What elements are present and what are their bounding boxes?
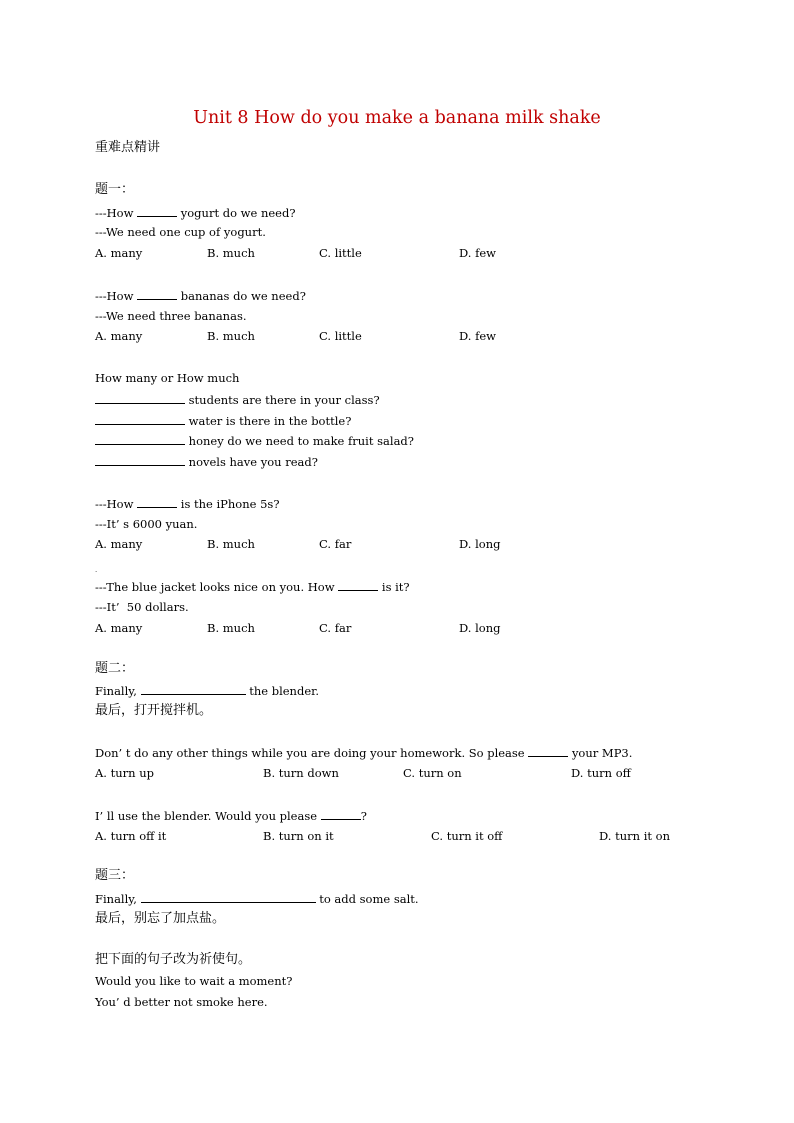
question-1-line-1 — [95, 204, 296, 221]
fill-text: the blender. — [249, 684, 320, 698]
option-b: B. turn on it — [263, 829, 334, 843]
option-d: D. turn off — [571, 766, 631, 780]
answer-blank — [95, 453, 185, 466]
question-text: is it? — [381, 580, 410, 594]
fill-text: novels have you read? — [188, 455, 318, 469]
question-2-line-2: ---We need three bananas. — [95, 309, 247, 323]
option-b: B. much — [207, 246, 255, 260]
answer-blank — [141, 682, 246, 695]
question-text: ---The blue jacket looks nice on you. How — [95, 580, 335, 594]
question-text: yogurt do we need? — [180, 206, 296, 220]
fill-text: to add some salt. — [319, 892, 419, 906]
fill-text: Finally, — [95, 892, 137, 906]
option-a: A. many — [95, 246, 143, 260]
option-b: B. much — [207, 329, 255, 343]
answer-blank — [137, 495, 177, 508]
option-d: D. few — [459, 329, 497, 343]
answer-blank — [95, 391, 185, 404]
question-4-line-1 — [95, 578, 410, 595]
answer-blank — [321, 807, 361, 820]
option-a: A. turn up — [95, 766, 154, 780]
answer-blank — [95, 432, 185, 445]
question-text: your MP3. — [571, 746, 633, 760]
fill-item-1 — [95, 391, 380, 408]
question-text: ---How — [95, 206, 134, 220]
topic-1-heading: 题一： — [95, 182, 135, 197]
fill-text: students are there in your class? — [188, 393, 380, 407]
answer-blank — [95, 412, 185, 425]
option-c: C. little — [319, 246, 362, 260]
transform-heading: 把下面的句子改为祈使句。 — [95, 952, 252, 967]
option-c: C. little — [319, 329, 362, 343]
option-a: A. turn off it — [95, 829, 167, 843]
question-text: ? — [360, 809, 367, 823]
option-b: B. much — [207, 621, 255, 635]
option-d: D. long — [459, 537, 501, 551]
fill-prompt: How many or How much — [95, 371, 240, 385]
option-b: B. much — [207, 537, 255, 551]
option-d: D. few — [459, 246, 497, 260]
option-a: A. many — [95, 621, 143, 635]
option-c: C. turn it off — [431, 829, 503, 843]
fill-text: Finally, — [95, 684, 137, 698]
fill-item-3 — [95, 432, 414, 449]
section-heading: 重难点精讲 — [95, 140, 161, 155]
fill-item-4 — [95, 453, 318, 470]
topic-2-question-2 — [95, 807, 367, 824]
fill-item-2 — [95, 412, 351, 429]
sentence-1: Would you like to wait a moment? — [95, 974, 293, 988]
option-d: D. turn it on — [599, 829, 670, 843]
sentence-2: You’ d better not smoke here. — [95, 995, 268, 1009]
option-a: A. many — [95, 537, 143, 551]
question-3-line-2: ---It’ s 6000 yuan. — [95, 517, 198, 531]
option-c: C. far — [319, 537, 352, 551]
topic-2-question-1 — [95, 744, 632, 761]
question-text: ---How — [95, 497, 134, 511]
fill-text: water is there in the bottle? — [188, 414, 352, 428]
option-a: A. many — [95, 329, 143, 343]
option-b: B. turn down — [263, 766, 339, 780]
option-c: C. turn on — [403, 766, 462, 780]
question-text: I’ ll use the blender. Would you please — [95, 809, 318, 823]
question-2-line-1 — [95, 287, 306, 304]
question-1-line-2: ---We need one cup of yogurt. — [95, 225, 266, 239]
answer-blank — [137, 204, 177, 217]
question-text: Don’ t do any other things while you are doing your homework. So please — [95, 746, 525, 760]
answer-blank — [528, 744, 568, 757]
question-3-line-1 — [95, 495, 280, 512]
topic-3-fill — [95, 890, 419, 907]
page-title: Unit 8 How do you make a banana milk shake — [193, 108, 601, 128]
question-text: is the iPhone 5s? — [180, 497, 280, 511]
answer-blank — [137, 287, 177, 300]
question-4-line-2: ---It’ 50 dollars. — [95, 600, 189, 614]
topic-3-heading: 题三： — [95, 868, 135, 883]
topic-2-fill — [95, 682, 319, 699]
topic-2-translation: 最后，打开搅拌机。 — [95, 703, 213, 718]
stray-mark: . — [95, 566, 98, 574]
topic-2-heading: 题二： — [95, 661, 135, 676]
option-c: C. far — [319, 621, 352, 635]
question-text: ---How — [95, 289, 134, 303]
question-text: bananas do we need? — [180, 289, 306, 303]
fill-text: honey do we need to make fruit salad? — [188, 434, 414, 448]
topic-3-translation: 最后，别忘了加点盐。 — [95, 911, 226, 926]
answer-blank — [338, 578, 378, 591]
option-d: D. long — [459, 621, 501, 635]
answer-blank — [141, 890, 316, 903]
